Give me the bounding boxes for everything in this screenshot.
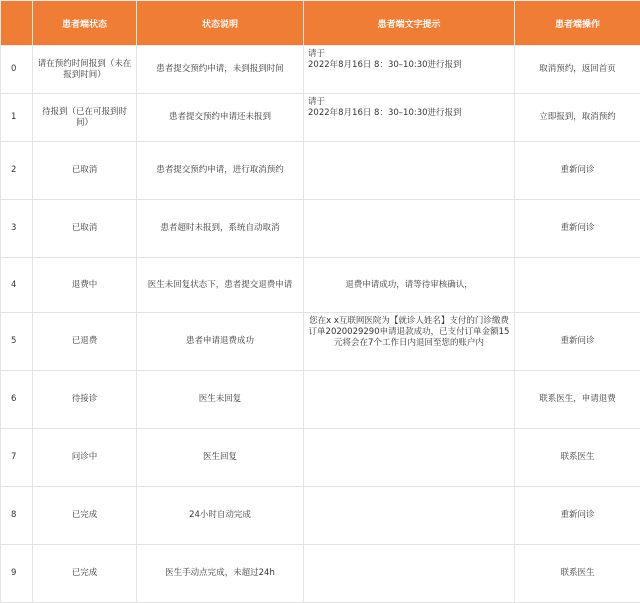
table-row bbox=[1, 142, 640, 200]
row-index: 1 bbox=[1, 94, 33, 142]
row-tip-line: 2022年8月16日 8：30–10:30进行报到 bbox=[308, 60, 510, 71]
row-index: 7 bbox=[1, 429, 33, 487]
row-index: 5 bbox=[1, 313, 33, 371]
row-desc: 医生回复 bbox=[137, 429, 304, 487]
table-row bbox=[1, 46, 640, 94]
row-desc: 患者超时未报到，系统自动取消 bbox=[137, 200, 304, 258]
row-action: 联系医生，申请退费 bbox=[515, 371, 640, 429]
row-status: 已完成 bbox=[33, 545, 137, 603]
row-action: 立即报到，取消预约 bbox=[515, 94, 640, 142]
table-row bbox=[1, 487, 640, 545]
row-desc: 24小时自动完成 bbox=[137, 487, 304, 545]
row-tip bbox=[304, 94, 515, 142]
row-index: 3 bbox=[1, 200, 33, 258]
row-tip bbox=[304, 258, 515, 313]
row-index: 6 bbox=[1, 371, 33, 429]
header-index bbox=[1, 1, 33, 46]
row-status: 已取消 bbox=[33, 200, 137, 258]
table-row bbox=[1, 94, 640, 142]
row-desc: 医生未回复状态下，患者提交退费申请 bbox=[137, 258, 304, 313]
row-action: 联系医生 bbox=[515, 545, 640, 603]
row-tip-line: 请于 bbox=[308, 49, 510, 60]
header-tip: 患者端文字提示 bbox=[304, 1, 515, 46]
row-desc: 患者提交预约申请，进行取消预约 bbox=[137, 142, 304, 200]
row-desc: 患者申请退费成功 bbox=[137, 313, 304, 371]
row-status: 已完成 bbox=[33, 487, 137, 545]
row-status: 待接诊 bbox=[33, 371, 137, 429]
row-status: 问诊中 bbox=[33, 429, 137, 487]
row-tip-line: 请于 bbox=[308, 97, 510, 108]
header-action: 患者端操作 bbox=[515, 1, 640, 46]
row-action: 重新问诊 bbox=[515, 313, 640, 371]
row-action: 重新问诊 bbox=[515, 487, 640, 545]
row-desc: 医生未回复 bbox=[137, 371, 304, 429]
row-action: 联系医生 bbox=[515, 429, 640, 487]
table-row bbox=[1, 313, 640, 371]
row-action: 重新问诊 bbox=[515, 200, 640, 258]
row-tip bbox=[304, 371, 515, 429]
row-index: 9 bbox=[1, 545, 33, 603]
row-desc: 医生手动点完成，未超过24h bbox=[137, 545, 304, 603]
row-tip bbox=[304, 46, 515, 94]
row-index: 4 bbox=[1, 258, 33, 313]
row-status: 请在预约时间报到（未在报到时间） bbox=[33, 46, 137, 94]
row-tip-line: 您在x x互联网医院为【就诊人姓名】支付的门诊缴费订单2020029290申请退款成功，已支付订单金额15元将会在7个工作日内退回至您的账户内 bbox=[308, 316, 510, 349]
table-row bbox=[1, 371, 640, 429]
table-row bbox=[1, 258, 640, 313]
table-row bbox=[1, 429, 640, 487]
row-tip bbox=[304, 313, 515, 371]
row-action: 重新问诊 bbox=[515, 142, 640, 200]
row-index: 0 bbox=[1, 46, 33, 94]
row-tip bbox=[304, 429, 515, 487]
row-desc: 患者提交预约申请还未报到 bbox=[137, 94, 304, 142]
row-tip-line: 退费申请成功，请等待审核确认， bbox=[308, 280, 510, 291]
row-tip bbox=[304, 200, 515, 258]
row-index: 8 bbox=[1, 487, 33, 545]
row-tip bbox=[304, 487, 515, 545]
table-row bbox=[1, 200, 640, 258]
table-header-row bbox=[1, 1, 640, 46]
row-status: 已退费 bbox=[33, 313, 137, 371]
row-action bbox=[515, 258, 640, 313]
row-tip-line: 2022年8月16日 8：30–10:30进行报到 bbox=[308, 108, 510, 119]
row-status: 已取消 bbox=[33, 142, 137, 200]
row-status: 退费中 bbox=[33, 258, 137, 313]
row-action: 取消预约，返回首页 bbox=[515, 46, 640, 94]
row-status: 待报到（已在可报到时间） bbox=[33, 94, 137, 142]
header-desc: 状态说明 bbox=[137, 1, 304, 46]
row-desc: 患者提交预约申请，未到报到时间 bbox=[137, 46, 304, 94]
row-index: 2 bbox=[1, 142, 33, 200]
header-status: 患者端状态 bbox=[33, 1, 137, 46]
row-tip bbox=[304, 142, 515, 200]
